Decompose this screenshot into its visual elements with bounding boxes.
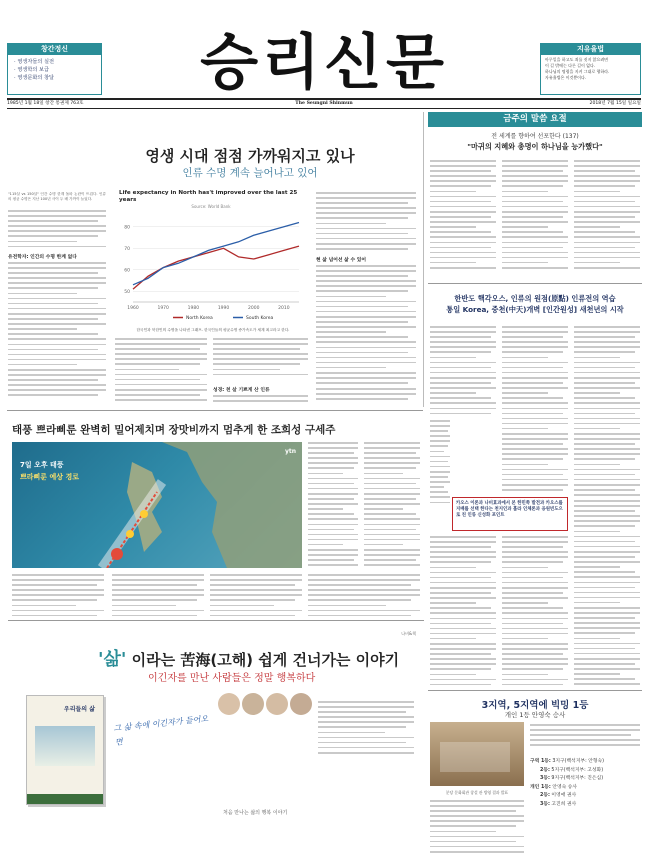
left-box-item: · 영생학의 보급 — [14, 67, 50, 73]
y-tick-label: 50 — [124, 289, 130, 295]
x-tick-label: 1960 — [127, 306, 139, 311]
avatar — [242, 693, 264, 715]
lead-subhead: 인류 수명 계속 늘어나고 있어 — [182, 167, 318, 179]
issue-date: 2018년 7월 15일 일요일 — [589, 101, 641, 106]
y-tick-label: 70 — [124, 246, 130, 252]
word-title: "마귀의 지혜와 총명이 하나님을 능가했다" — [467, 142, 603, 151]
notice-photo-caption: 분당 문화회관 창설 관 방영 결과 발표 — [445, 790, 509, 795]
notice-headline: 3지역, 5지역에 빅밍 1등 — [481, 700, 589, 711]
paper-english-name: The Seungni Shinmun — [295, 101, 353, 106]
rank-row: 개인 1등: 안영숙 승사 — [530, 784, 578, 790]
left-box-heading: 창간정신 — [8, 44, 101, 55]
legend-label: North Korea — [186, 316, 213, 321]
law-line: 아무일을 하고도 죄를 짓지 않으려면 — [545, 57, 609, 62]
history-box: 카오스 이론과 나비효과에서 본 한민쪽 발전과 카오스를 지배를 선택 한다는 천지인과 홀라 인체론과 융원빈도으로 친 인류 신성화 포인트 — [452, 497, 568, 531]
notice-subhead: 개인 1등 안영숙 승사 — [504, 711, 566, 719]
x-tick-label: 2000 — [248, 306, 260, 311]
y-tick-label: 60 — [124, 268, 130, 274]
avatar — [218, 693, 240, 715]
book-subtitle: 이긴자를 만난 사람들은 정말 행복하다 — [148, 673, 316, 684]
masthead-title: 승리신문 — [200, 28, 448, 98]
typhoon-map-badge: ytn — [284, 448, 296, 455]
lead-intro: "115살 vs 150살" 인간 수명 한계 돌파 논란이 뜨겁다. 인류의 평균 수명은 지난 100년 사이 두 배 가까이 늘었다. — [8, 192, 106, 202]
avatar — [266, 693, 288, 715]
legend-label: South Korea — [246, 316, 274, 321]
left-box-item: · 영생문화의 창달 — [14, 75, 55, 81]
issue-line — [7, 100, 641, 108]
notice-ranks — [530, 758, 642, 809]
rank-row: 2등: 이영애 권사 — [540, 793, 577, 798]
book-title — [98, 645, 399, 671]
left-box-item: · 영생자들의 실전 — [14, 59, 55, 65]
book-title-quote: '삶' — [98, 649, 127, 670]
book-cover-title: 우리들의 삶 — [63, 706, 95, 713]
lead-headline: 영생 시대 점점 가까워지고 있나 — [145, 147, 355, 165]
law-line: 이 길 밖에는 다른 길이 없다. — [545, 63, 596, 68]
history-title-1: 한반도 핵각오스, 인류의 원점(原點) 인류전의 역습 — [454, 294, 616, 303]
book-ad — [8, 620, 424, 860]
law-line: 자유율법은 이것뿐이다. — [545, 75, 587, 80]
book-title-rest: 이라는 苦海(고해) 쉽게 건너가는 이야기 — [131, 651, 400, 669]
book-cover-photo — [35, 726, 95, 766]
x-tick-label: 1970 — [157, 306, 169, 311]
rank-row: 2등: 5지구(백석지부: 고성화) — [540, 767, 604, 773]
x-tick-label: 1980 — [187, 306, 200, 311]
right-box-heading: 지유율법 — [541, 44, 640, 55]
typhoon-map-label-top: 7일 오후 태풍 — [20, 461, 64, 469]
issue-number: 1985년 1월 18일 창간 통권제 763호 — [7, 101, 84, 106]
book-faces — [218, 693, 318, 733]
word-header: 금주의 말씀 요절 — [428, 112, 642, 127]
life-expectancy-chart — [115, 190, 307, 325]
lead-section-2: 현 삶 넘어선 삶 수 있어 — [316, 258, 367, 263]
y-tick-label: 80 — [124, 225, 130, 231]
book-tag: 나비&책 — [401, 631, 416, 636]
word-subtitle: 전 세계를 향하여 선포한다 (137) — [491, 133, 579, 140]
chart-plot — [115, 212, 307, 324]
chart-caption: 한국인과 북한인의 수명을 나타낸 그래프. 한국인들의 평균수명 증가속도가 세계 최고라고 한다. — [136, 328, 290, 332]
masthead-left-box — [7, 43, 102, 95]
lead-section-3: 성경: 천 살 기쁘게 산 인류 — [213, 388, 270, 393]
series-line-north-korea — [133, 246, 299, 289]
book-price-line: 처음 만나는 삶의 행복 이야기 — [223, 810, 288, 816]
typhoon-map — [12, 442, 302, 568]
x-tick-label: 2010 — [278, 306, 290, 311]
lead-section-1: 유전학자: 인간의 수명 한계 없다 — [8, 255, 77, 260]
chart-title: Life expectancy in North has't improved over the last 25 years — [119, 190, 298, 203]
chart-subtitle: Source: World Bank — [191, 204, 231, 209]
typhoon-map-label-bottom: 쁘라삐룬 예상 경로 — [20, 473, 79, 481]
masthead-right-box — [540, 43, 641, 95]
avatar — [290, 693, 312, 715]
book-handwriting: 그 삶 속에 이긴자가 들어오면 — [113, 714, 209, 747]
rank-row: 3등: 9지구(백석지부: 진은심) — [540, 776, 604, 781]
rank-row: 3등: 고진희 권사 — [540, 801, 577, 807]
book-cover — [26, 695, 104, 805]
notice-photo — [430, 722, 524, 786]
rank-row: 구역 1등: 3지구(백석지부: 안형숙) — [530, 759, 605, 764]
history-title-2: 통일 Korea, 중천(中天)개벽 [인간원성] 새천년의 시작 — [446, 305, 624, 314]
law-line: 하나님의 명령을 지켜 그대로 행하라. — [545, 69, 610, 74]
book-cover-bar — [27, 794, 103, 804]
typhoon-headline: 태풍 쁘라삐룬 완벽히 밀어제치며 장맛비까지 멈추게 한 조희성 구세주 — [12, 424, 336, 436]
x-tick-label: 1990 — [217, 306, 230, 311]
